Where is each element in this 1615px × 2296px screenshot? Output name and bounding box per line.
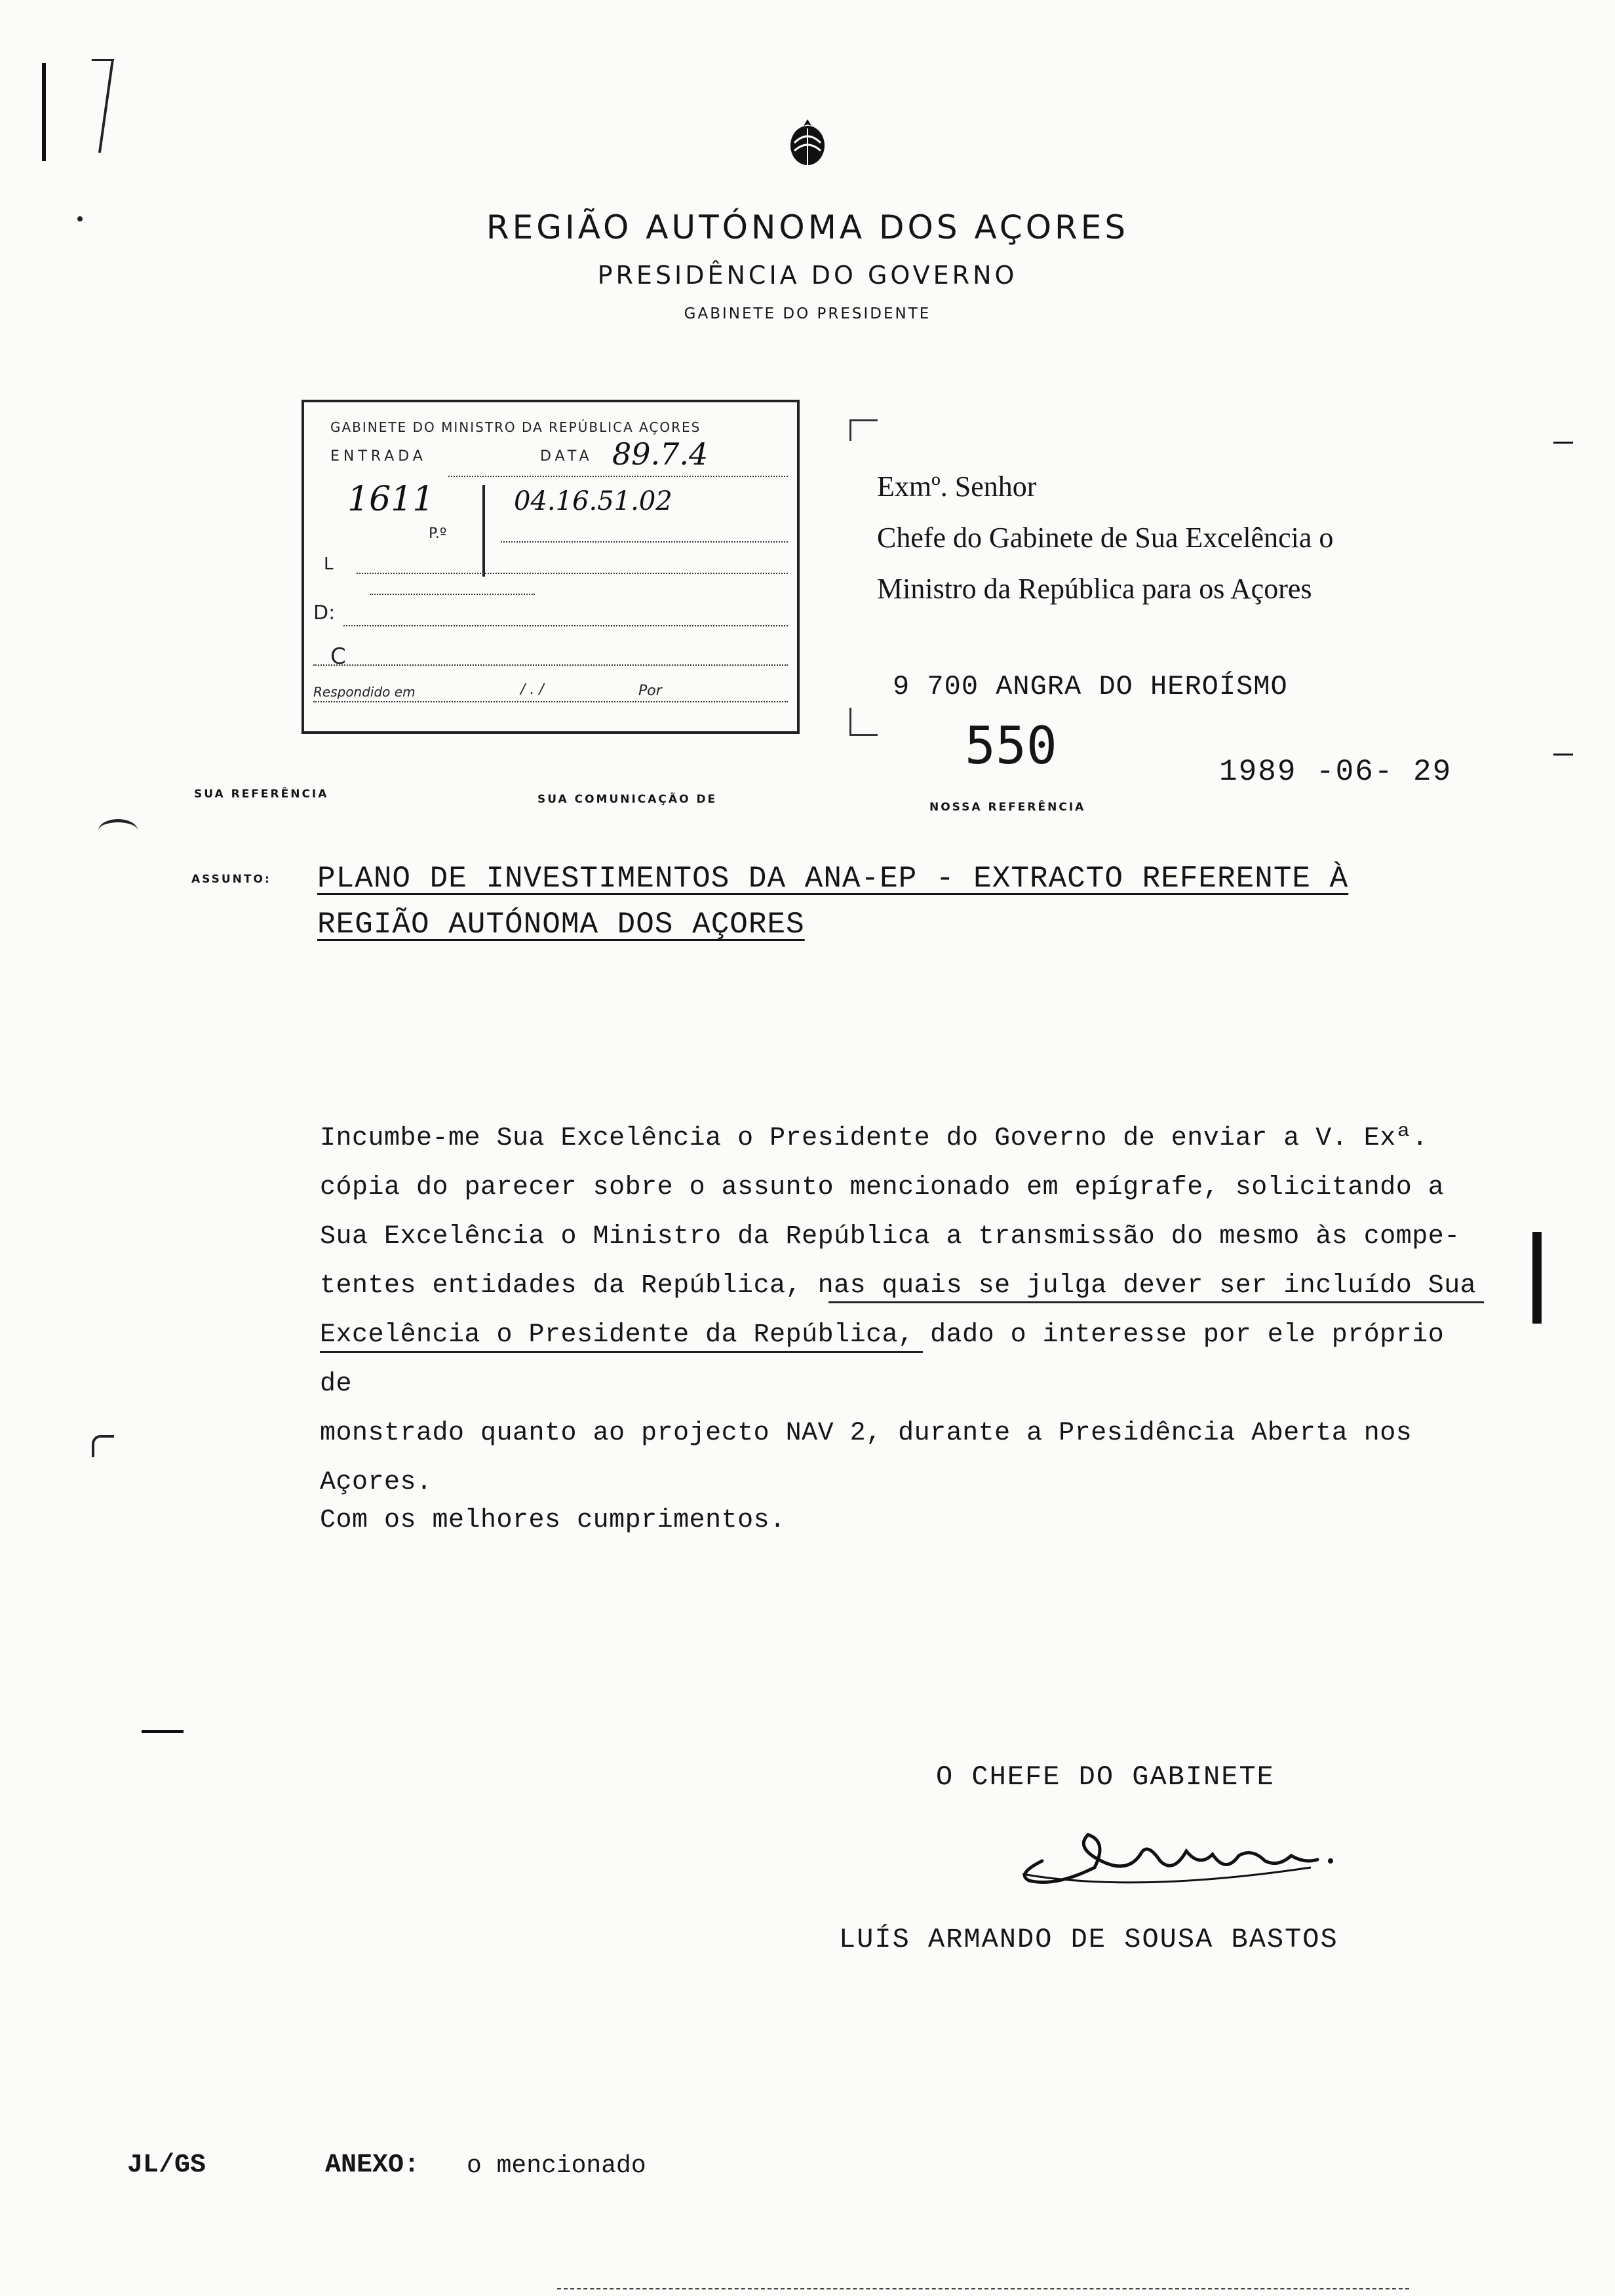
body-line: monstrado quanto ao projecto NAV 2, durante a Presidência Aberta nos: [320, 1419, 1412, 1448]
footer-annex-value: o mencionado: [467, 2152, 646, 2180]
stamp-header: GABINETE DO MINISTRO DA REPÚBLICA AÇORES: [330, 419, 701, 435]
stamp-data-label: DATA: [540, 448, 593, 465]
letterhead-presidency: PRESIDÊNCIA DO GOVERNO: [597, 261, 1018, 290]
stamp-row-l: L: [324, 554, 334, 574]
signatory-name: LUÍS ARMANDO DE SOUSA BASTOS: [839, 1924, 1338, 1955]
hand-underline: [828, 1301, 1484, 1303]
stamp-line: [313, 664, 788, 666]
letterhead-cabinet: GABINETE DO PRESIDENTE: [684, 305, 931, 322]
margin-sideline: [1532, 1232, 1542, 1324]
label-nossa-referencia: NOSSA REFERÊNCIA: [929, 801, 1086, 814]
reference-date: 1989 -06- 29: [1219, 755, 1452, 789]
letter-body: [320, 1114, 1487, 1507]
body-line: tentes entidades da República, nas quais se julga dever ser incluído Sua: [320, 1271, 1477, 1301]
recipient-line2: Ministro da República para os Açores: [877, 573, 1312, 605]
subject-text: [317, 856, 1348, 947]
stamp-number: 1611: [347, 480, 435, 519]
stamp-line: [343, 625, 788, 626]
signature-title: O CHEFE DO GABINETE: [936, 1761, 1275, 1793]
reference-number: 550: [965, 717, 1057, 776]
letterhead-region: REGIÃO AUTÓNOMA DOS AÇORES: [486, 208, 1129, 246]
stamp-pro-label: P.º: [429, 526, 447, 542]
label-assunto: ASSUNTO:: [191, 873, 271, 886]
margin-scribble: [79, 59, 114, 153]
stamp-line: [313, 701, 788, 702]
edge-mark: [1553, 442, 1573, 444]
recipient-salutation: Exmº. Senhor: [877, 470, 1037, 503]
margin-mark: [42, 63, 46, 161]
edge-mark: [1553, 754, 1573, 756]
stamp-resp-label: Respondido em: [313, 684, 416, 700]
coat-of-arms-icon: [788, 117, 827, 169]
closing-line: Com os melhores cumprimentos.: [320, 1506, 786, 1535]
body-line: Açores.: [320, 1468, 433, 1497]
subject-line2: REGIÃO AUTÓNOMA DOS AÇORES: [317, 908, 805, 942]
recipient-city: 9 700 ANGRA DO HEROÍSMO: [893, 671, 1288, 702]
stamp-data-value: 89.7.4: [612, 436, 709, 472]
handwritten-signature: [1003, 1815, 1370, 1900]
address-bracket-top: [849, 419, 878, 441]
footer-annex-label: ANEXO:: [325, 2151, 420, 2180]
stamp-row-c: C: [330, 643, 346, 670]
reception-stamp: [302, 400, 800, 734]
footer-initials: JL/GS: [127, 2151, 206, 2180]
stamp-por-label: Por: [638, 683, 662, 699]
stamp-line: [357, 573, 788, 574]
body-line: Incumbe-me Sua Excelência o Presidente do Governo de enviar a V. Exª.: [320, 1124, 1428, 1153]
subject-line1: PLANO DE INVESTIMENTOS DA ANA-EP - EXTRACTO REFERENTE À: [317, 862, 1349, 896]
margin-curve: [92, 1435, 114, 1457]
label-sua-comunicacao: SUA COMUNICAÇÃO DE: [537, 793, 718, 806]
stamp-line: [370, 594, 535, 595]
body-line: Sua Excelência o Ministro da República a transmissão do mesmo às compe-: [320, 1222, 1460, 1252]
hand-underline: [320, 1351, 923, 1353]
body-line: cópia do parecer sobre o assunto mencionado em epígrafe, solicitando a: [320, 1173, 1445, 1202]
margin-curve: [98, 819, 138, 842]
margin-dash: [142, 1730, 184, 1733]
stamp-row-d: D:: [313, 602, 336, 624]
bottom-edge-line: [557, 2288, 1409, 2291]
recipient-block: [877, 461, 1333, 615]
body-line: Excelência o Presidente da República, dado o interesse por ele próprio de: [320, 1320, 1445, 1399]
recipient-line1: Chefe do Gabinete de Sua Excelência o: [877, 522, 1334, 554]
stamp-entrada-label: ENTRADA: [330, 448, 427, 465]
stamp-pro-value: 04.16.51.02: [514, 486, 672, 516]
stamp-divider: [482, 485, 485, 577]
address-bracket-bottom: [849, 708, 878, 736]
stamp-line: [501, 541, 788, 543]
label-sua-referencia: SUA REFERÊNCIA: [194, 788, 329, 801]
stamp-line: [448, 476, 788, 477]
stamp-resp-date: / . /: [520, 681, 544, 698]
